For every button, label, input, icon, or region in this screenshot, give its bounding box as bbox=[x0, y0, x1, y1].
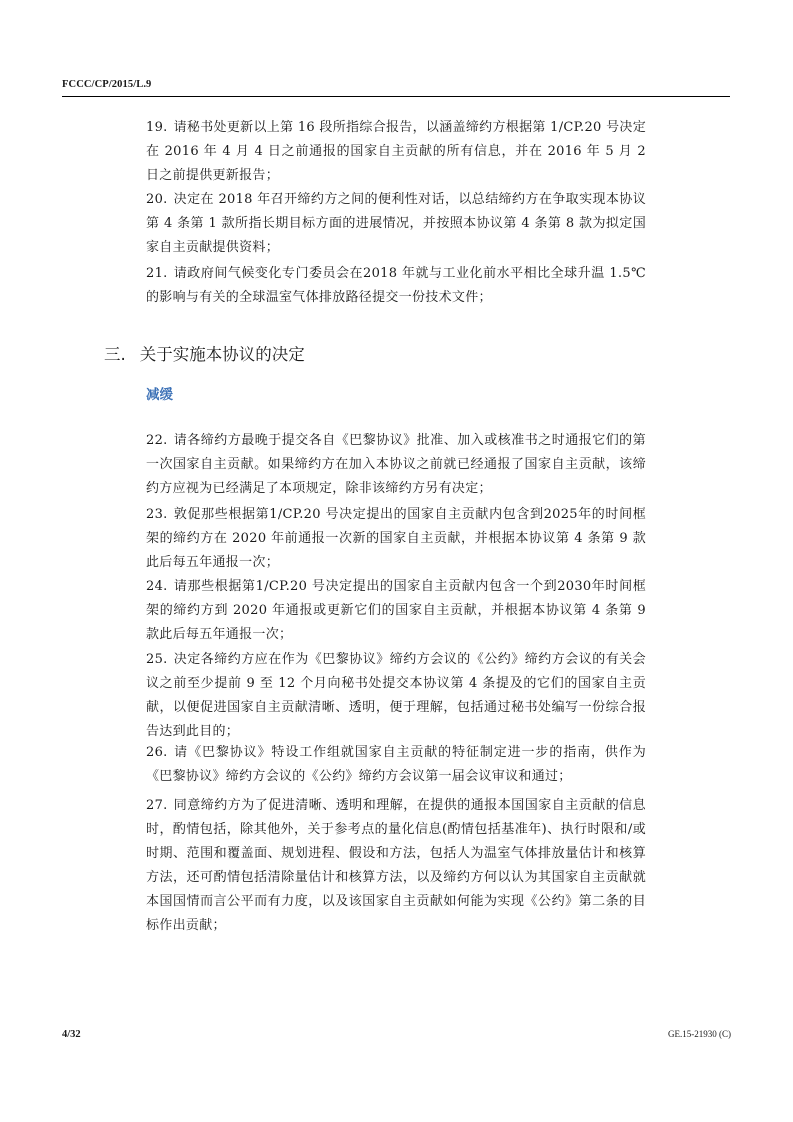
chapter-number: 三. bbox=[104, 345, 126, 364]
paragraph-number: 22. bbox=[146, 433, 168, 448]
subheading-mitigation: 减缓 bbox=[146, 387, 173, 403]
paragraph-number: 27. bbox=[146, 798, 168, 813]
paragraph-25 bbox=[146, 648, 646, 744]
paragraph-text: 敦促那些根据第1/CP.20 号决定提出的国家自主贡献内包含到2025年的时间框架的缔约方在 2020 年前通报一次新的国家自主贡献，并根据本协议第 4 条第 9 款此后每五年通报一次； bbox=[146, 507, 646, 570]
paragraph-number: 25. bbox=[146, 652, 168, 667]
chapter-title: 关于实施本协议的决定 bbox=[139, 345, 305, 364]
paragraph-27 bbox=[146, 794, 646, 938]
paragraph-number: 19. bbox=[146, 120, 168, 135]
paragraph-text: 同意缔约方为了促进清晰、透明和理解，在提供的通报本国国家自主贡献的信息时，酌情包括，除其他外，关于参考点的量化信息(酌情包括基准年)、执行时限和/或时期、范围和覆盖面、规划进程、假设和方法，包括人为温室气体排放量估计和核算方法，还可酌情包括清除量估计和核算方法，以及缔约方何以认为其国家自主贡献就本国国情而言公平而有力度，以及该国家自主贡献如何能为实现《公约》第二条的目标作出贡献； bbox=[146, 798, 646, 933]
document-symbol: FCCC/CP/2015/L.9 bbox=[62, 79, 152, 90]
paragraph-19 bbox=[146, 116, 646, 188]
paragraph-number: 23. bbox=[146, 507, 168, 522]
paragraph-22 bbox=[146, 429, 646, 501]
paragraph-23 bbox=[146, 503, 646, 575]
job-number: GE.15-21930 (C) bbox=[668, 1029, 731, 1039]
paragraph-number: 21. bbox=[146, 266, 168, 281]
paragraph-text: 请政府间气候变化专门委员会在2018 年就与工业化前水平相比全球升温 1.5℃的影响与有关的全球温室气体排放路径提交一份技术文件； bbox=[146, 266, 646, 305]
paragraph-text: 请《巴黎协议》特设工作组就国家自主贡献的特征制定进一步的指南，供作为《巴黎协议》缔约方会议的《公约》缔约方会议第一届会议审议和通过； bbox=[146, 745, 646, 784]
paragraph-20 bbox=[146, 188, 646, 260]
paragraph-21 bbox=[146, 262, 646, 310]
paragraph-text: 请那些根据第1/CP.20 号决定提出的国家自主贡献内包含一个到2030年时间框架的缔约方到 2020 年通报或更新它们的国家自主贡献，并根据本协议第 4 条第 9 款此后每五年通报一次； bbox=[146, 579, 646, 642]
page-number: 4/32 bbox=[62, 1029, 81, 1040]
chapter-heading bbox=[104, 341, 305, 365]
paragraph-number: 20. bbox=[146, 192, 168, 207]
paragraph-26 bbox=[146, 741, 646, 789]
header-divider bbox=[62, 96, 730, 97]
paragraph-text: 请各缔约方最晚于提交各自《巴黎协议》批准、加入或核准书之时通报它们的第一次国家自主贡献。如果缔约方在加入本协议之前就已经通报了国家自主贡献，该缔约方应视为已经满足了本项规定，除非该缔约方另有决定； bbox=[146, 433, 646, 496]
paragraph-24 bbox=[146, 575, 646, 647]
paragraph-text: 决定在 2018 年召开缔约方之间的便利性对话，以总结缔约方在争取实现本协议第 4 条第 1 款所指长期目标方面的进展情况，并按照本协议第 4 条第 8 款为拟定国家自主贡献提供资料； bbox=[146, 192, 646, 255]
paragraph-text: 决定各缔约方应在作为《巴黎协议》缔约方会议的《公约》缔约方会议的有关会议之前至少提前 9 至 12 个月向秘书处提交本协议第 4 条提及的它们的国家自主贡献，以便促进国家自主贡献清晰、透明，便于理解，包括通过秘书处编写一份综合报告达到此目的； bbox=[146, 652, 646, 739]
paragraph-number: 24. bbox=[146, 579, 168, 594]
paragraph-text: 请秘书处更新以上第 16 段所指综合报告，以涵盖缔约方根据第 1/CP.20 号决定在 2016 年 4 月 4 日之前通报的国家自主贡献的所有信息，并在 2016 年 5 月 2 日之前提供更新报告； bbox=[146, 120, 646, 183]
paragraph-number: 26. bbox=[146, 745, 168, 760]
